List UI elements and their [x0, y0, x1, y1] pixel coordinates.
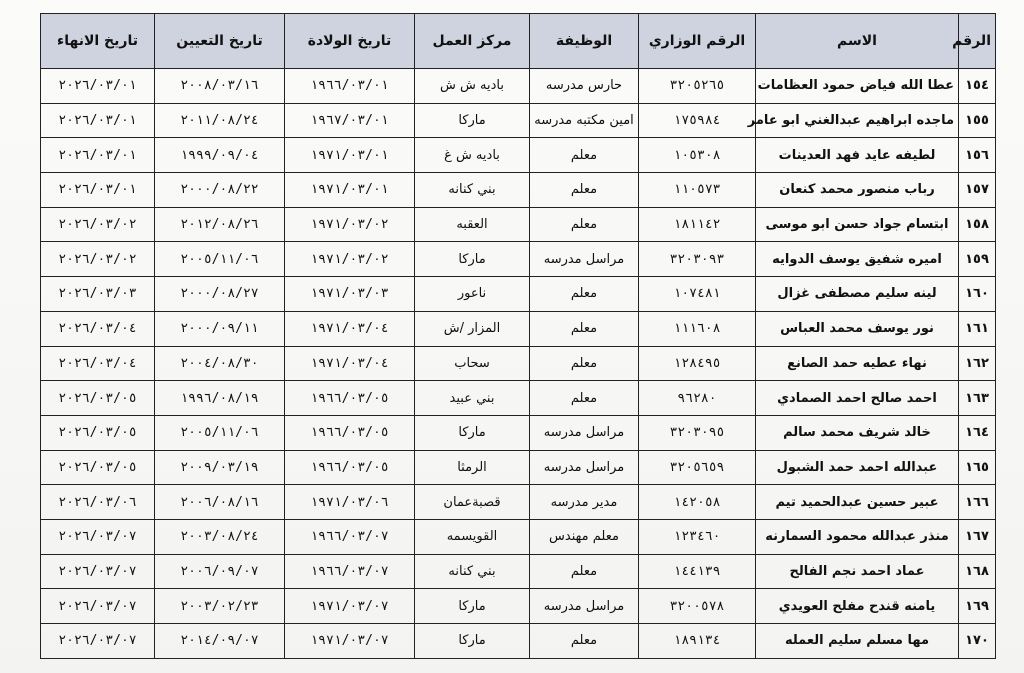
appointment-date-cell: ٢٠٠٦/٠٩/٠٧: [155, 554, 285, 589]
job-title-cell: معلم: [530, 381, 639, 416]
ministry-number-cell: ٣٢٠٥٢٦٥: [639, 69, 756, 104]
header-cell-birth-date: تاريخ الولادة: [285, 14, 415, 69]
table-row: [41, 519, 996, 554]
job-title-cell: معلم: [530, 207, 639, 242]
job-title-cell: مدير مدرسه: [530, 485, 639, 520]
birth-date-cell: ١٩٧١/٠٣/٠٣: [285, 277, 415, 312]
birth-date-cell: ١٩٦٦/٠٣/٠١: [285, 69, 415, 104]
ministry-number-cell: ١٤٢٠٥٨: [639, 485, 756, 520]
appointment-date-cell: ٢٠٠٣/٠٢/٢٣: [155, 589, 285, 624]
header-cell-job: الوظيفة: [530, 14, 639, 69]
table-row: [41, 173, 996, 208]
ministry-number-cell: ١٠٧٤٨١: [639, 277, 756, 312]
table-row: [41, 415, 996, 450]
birth-date-cell: ١٩٧١/٠٣/٠٤: [285, 346, 415, 381]
end-date-cell: ٢٠٢٦/٠٣/٠٢: [41, 242, 155, 277]
birth-date-cell: ١٩٧١/٠٣/٠٢: [285, 207, 415, 242]
header-cell-name: الاسم: [756, 14, 959, 69]
ministry-number-cell: ١١١٦٠٨: [639, 311, 756, 346]
row-number-cell: ١٦٦: [959, 485, 996, 520]
birth-date-cell: ١٩٦٦/٠٣/٠٥: [285, 415, 415, 450]
header-cell-ministry-number: الرقم الوزاري: [639, 14, 756, 69]
row-number-cell: ١٥٩: [959, 242, 996, 277]
ministry-number-cell: ١٤٤١٣٩: [639, 554, 756, 589]
job-title-cell: معلم: [530, 311, 639, 346]
table-row: [41, 311, 996, 346]
employee-name-cell: عبير حسين عبدالحميد تيم: [756, 485, 959, 520]
job-title-cell: معلم: [530, 346, 639, 381]
appointment-date-cell: ٢٠١٢/٠٨/٢٦: [155, 207, 285, 242]
employee-name-cell: اميره شفيق يوسف الدوايه: [756, 242, 959, 277]
employee-name-cell: ماجده ابراهيم عبدالغني ابو عامر: [756, 103, 959, 138]
birth-date-cell: ١٩٧١/٠٣/٠٧: [285, 624, 415, 659]
end-date-cell: ٢٠٢٦/٠٣/٠٧: [41, 589, 155, 624]
appointment-date-cell: ٢٠٠٨/٠٣/١٦: [155, 69, 285, 104]
appointment-date-cell: ٢٠٠٥/١١/٠٦: [155, 242, 285, 277]
employee-name-cell: منذر عبدالله محمود السمارنه: [756, 519, 959, 554]
end-date-cell: ٢٠٢٦/٠٣/٠٤: [41, 311, 155, 346]
ministry-number-cell: ٣٢٠٠٥٧٨: [639, 589, 756, 624]
table-row: [41, 485, 996, 520]
ministry-number-cell: ١٢٣٤٦٠: [639, 519, 756, 554]
birth-date-cell: ١٩٧١/٠٣/٠١: [285, 173, 415, 208]
row-number-cell: ١٦١: [959, 311, 996, 346]
job-title-cell: معلم: [530, 624, 639, 659]
table-row: [41, 242, 996, 277]
end-date-cell: ٢٠٢٦/٠٣/٠٢: [41, 207, 155, 242]
job-title-cell: معلم: [530, 277, 639, 312]
row-number-cell: ١٥٥: [959, 103, 996, 138]
row-number-cell: ١٦٣: [959, 381, 996, 416]
employee-name-cell: نهاء عطيه حمد الصانع: [756, 346, 959, 381]
end-date-cell: ٢٠٢٦/٠٣/٠٣: [41, 277, 155, 312]
workplace-cell: ماركا: [415, 624, 530, 659]
row-number-cell: ١٥٤: [959, 69, 996, 104]
header-cell-appointment-date: تاريخ التعيين: [155, 14, 285, 69]
job-title-cell: مراسل مدرسه: [530, 589, 639, 624]
ministry-number-cell: ١٧٥٩٨٤: [639, 103, 756, 138]
end-date-cell: ٢٠٢٦/٠٣/٠١: [41, 69, 155, 104]
employee-table: [40, 13, 996, 659]
table-row: [41, 450, 996, 485]
ministry-number-cell: ١٨٩١٣٤: [639, 624, 756, 659]
end-date-cell: ٢٠٢٦/٠٣/٠١: [41, 103, 155, 138]
workplace-cell: المزار /ش: [415, 311, 530, 346]
workplace-cell: ماركا: [415, 103, 530, 138]
row-number-cell: ١٦٢: [959, 346, 996, 381]
appointment-date-cell: ٢٠٠٩/٠٣/١٩: [155, 450, 285, 485]
workplace-cell: باديه ش غ: [415, 138, 530, 173]
birth-date-cell: ١٩٧١/٠٣/٠١: [285, 138, 415, 173]
table-row: [41, 589, 996, 624]
employee-name-cell: رباب منصور محمد كنعان: [756, 173, 959, 208]
table-row: [41, 381, 996, 416]
header-row: [41, 14, 996, 69]
ministry-number-cell: ١٠٥٣٠٨: [639, 138, 756, 173]
appointment-date-cell: ٢٠٠٦/٠٨/١٦: [155, 485, 285, 520]
employee-name-cell: لينه سليم مصطفى غزال: [756, 277, 959, 312]
employee-name-cell: خالد شريف محمد سالم: [756, 415, 959, 450]
end-date-cell: ٢٠٢٦/٠٣/٠٤: [41, 346, 155, 381]
birth-date-cell: ١٩٧١/٠٣/٠٦: [285, 485, 415, 520]
header-cell-end-date: تاريخ الانهاء: [41, 14, 155, 69]
table-row: [41, 138, 996, 173]
birth-date-cell: ١٩٦٦/٠٣/٠٥: [285, 450, 415, 485]
job-title-cell: معلم: [530, 138, 639, 173]
employee-name-cell: نور يوسف محمد العباس: [756, 311, 959, 346]
end-date-cell: ٢٠٢٦/٠٣/٠٧: [41, 519, 155, 554]
job-title-cell: مراسل مدرسه: [530, 242, 639, 277]
employee-name-cell: لطيفه عايد فهد العدينات: [756, 138, 959, 173]
appointment-date-cell: ٢٠٠٠/٠٨/٢٢: [155, 173, 285, 208]
end-date-cell: ٢٠٢٦/٠٣/٠٦: [41, 485, 155, 520]
table-row: [41, 103, 996, 138]
job-title-cell: معلم: [530, 554, 639, 589]
workplace-cell: قصبةعمان: [415, 485, 530, 520]
appointment-date-cell: ٢٠١٤/٠٩/٠٧: [155, 624, 285, 659]
table-row: [41, 69, 996, 104]
row-number-cell: ١٧٠: [959, 624, 996, 659]
employee-name-cell: احمد صالح احمد الصمادي: [756, 381, 959, 416]
workplace-cell: ناعور: [415, 277, 530, 312]
workplace-cell: الرمثا: [415, 450, 530, 485]
row-number-cell: ١٦٧: [959, 519, 996, 554]
appointment-date-cell: ٢٠٠٠/٠٨/٢٧: [155, 277, 285, 312]
workplace-cell: ماركا: [415, 589, 530, 624]
table-row: [41, 554, 996, 589]
employee-name-cell: ابتسام جواد حسن ابو موسى: [756, 207, 959, 242]
ministry-number-cell: ١٨١١٤٢: [639, 207, 756, 242]
row-number-cell: ١٦٥: [959, 450, 996, 485]
row-number-cell: ١٦٠: [959, 277, 996, 312]
workplace-cell: سحاب: [415, 346, 530, 381]
end-date-cell: ٢٠٢٦/٠٣/٠٥: [41, 450, 155, 485]
table-row: [41, 277, 996, 312]
employee-name-cell: يامنه قندح مفلح العويدي: [756, 589, 959, 624]
end-date-cell: ٢٠٢٦/٠٣/٠٧: [41, 554, 155, 589]
ministry-number-cell: ٣٢٠٣٠٩٥: [639, 415, 756, 450]
employee-name-cell: مها مسلم سليم العمله: [756, 624, 959, 659]
row-number-cell: ١٥٧: [959, 173, 996, 208]
employee-name-cell: عبدالله احمد حمد الشبول: [756, 450, 959, 485]
appointment-date-cell: ٢٠٠٣/٠٨/٢٤: [155, 519, 285, 554]
end-date-cell: ٢٠٢٦/٠٣/٠١: [41, 173, 155, 208]
end-date-cell: ٢٠٢٦/٠٣/٠١: [41, 138, 155, 173]
end-date-cell: ٢٠٢٦/٠٣/٠٥: [41, 381, 155, 416]
ministry-number-cell: ٣٢٠٣٠٩٣: [639, 242, 756, 277]
header-cell-workplace: مركز العمل: [415, 14, 530, 69]
workplace-cell: القويسمه: [415, 519, 530, 554]
end-date-cell: ٢٠٢٦/٠٣/٠٧: [41, 624, 155, 659]
row-number-cell: ١٦٨: [959, 554, 996, 589]
workplace-cell: بني عبيد: [415, 381, 530, 416]
row-number-cell: ١٥٨: [959, 207, 996, 242]
birth-date-cell: ١٩٧١/٠٣/٠٤: [285, 311, 415, 346]
job-title-cell: حارس مدرسه: [530, 69, 639, 104]
table-row: [41, 346, 996, 381]
workplace-cell: ماركا: [415, 415, 530, 450]
workplace-cell: بني كنانه: [415, 554, 530, 589]
appointment-date-cell: ١٩٩٩/٠٩/٠٤: [155, 138, 285, 173]
end-date-cell: ٢٠٢٦/٠٣/٠٥: [41, 415, 155, 450]
appointment-date-cell: ١٩٩٦/٠٨/١٩: [155, 381, 285, 416]
job-title-cell: مراسل مدرسه: [530, 415, 639, 450]
ministry-number-cell: ٩٦٢٨٠: [639, 381, 756, 416]
appointment-date-cell: ٢٠٠٠/٠٩/١١: [155, 311, 285, 346]
workplace-cell: بني كنانه: [415, 173, 530, 208]
job-title-cell: مراسل مدرسه: [530, 450, 639, 485]
row-number-cell: ١٦٩: [959, 589, 996, 624]
workplace-cell: باديه ش ش: [415, 69, 530, 104]
job-title-cell: معلم مهندس: [530, 519, 639, 554]
row-number-cell: ١٥٦: [959, 138, 996, 173]
job-title-cell: امين مكتبه مدرسه: [530, 103, 639, 138]
birth-date-cell: ١٩٧١/٠٣/٠٢: [285, 242, 415, 277]
table-row: [41, 207, 996, 242]
table-row: [41, 624, 996, 659]
job-title-cell: معلم: [530, 173, 639, 208]
birth-date-cell: ١٩٦٦/٠٣/٠٧: [285, 519, 415, 554]
employee-name-cell: عطا الله فياض حمود العظامات: [756, 69, 959, 104]
appointment-date-cell: ٢٠٠٤/٠٨/٣٠: [155, 346, 285, 381]
row-number-cell: ١٦٤: [959, 415, 996, 450]
workplace-cell: العقبه: [415, 207, 530, 242]
birth-date-cell: ١٩٦٦/٠٣/٠٧: [285, 554, 415, 589]
appointment-date-cell: ٢٠٠٥/١١/٠٦: [155, 415, 285, 450]
birth-date-cell: ١٩٦٧/٠٣/٠١: [285, 103, 415, 138]
workplace-cell: ماركا: [415, 242, 530, 277]
appointment-date-cell: ٢٠١١/٠٨/٢٤: [155, 103, 285, 138]
header-cell-number: الرقم: [959, 14, 996, 69]
birth-date-cell: ١٩٦٦/٠٣/٠٥: [285, 381, 415, 416]
ministry-number-cell: ٣٢٠٥٦٥٩: [639, 450, 756, 485]
birth-date-cell: ١٩٧١/٠٣/٠٧: [285, 589, 415, 624]
employee-name-cell: عماد احمد نجم الفالح: [756, 554, 959, 589]
ministry-number-cell: ١١٠٥٧٣: [639, 173, 756, 208]
ministry-number-cell: ١٢٨٤٩٥: [639, 346, 756, 381]
